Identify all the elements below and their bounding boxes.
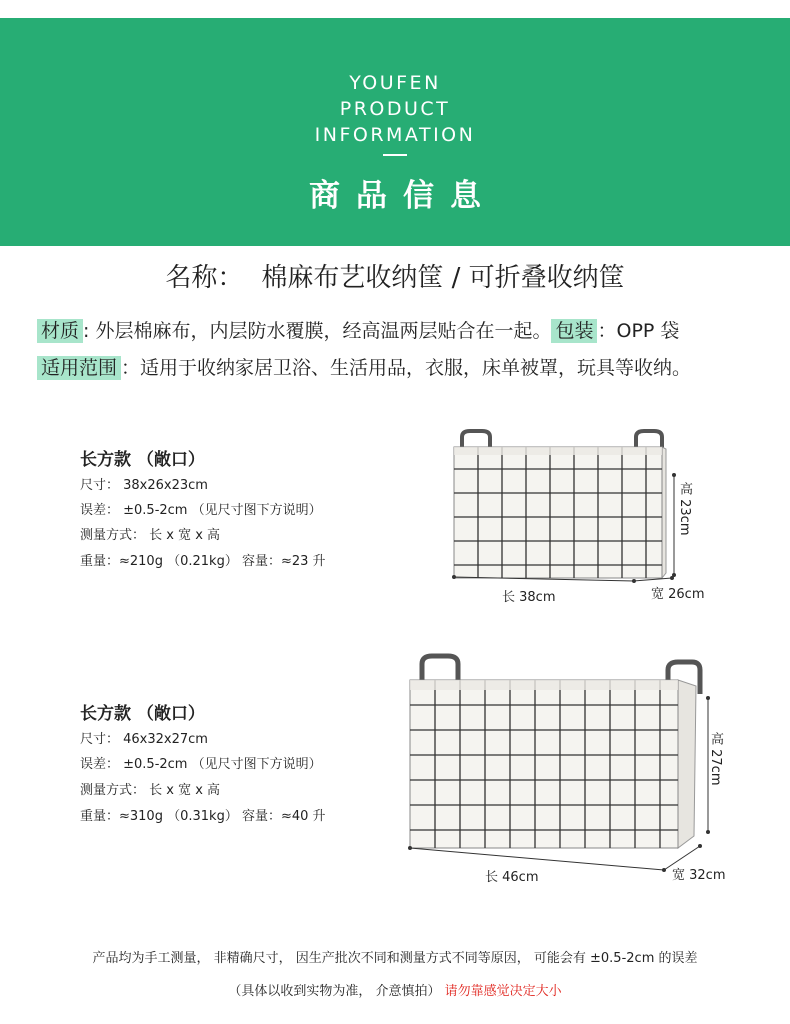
usage-text: ：适用于收纳家居卫浴、生活用品，衣服，床单被罩，玩具等收纳。 [121, 357, 692, 379]
spec-title: 长方款 （敞口） [80, 450, 205, 470]
spec-size: 尺寸： 46x32x27cm [80, 732, 208, 747]
dim-width-1: 宽 26cm [651, 587, 705, 602]
spec-tolerance: 误差： ±0.5-2cm （见尺寸图下方说明） [80, 757, 322, 772]
footer-disclaimer: 产品均为手工测量， 非精确尺寸， 因生产批次不同和测量方式不同等原因， 可能会有 ±0.5-2cm 的误差 [92, 951, 698, 966]
product-name [0, 258, 790, 298]
banner-line-information: INFORMATION [314, 124, 476, 146]
usage-tag: 适用范围 [37, 356, 121, 380]
dim-height-2: 高 27cm [708, 732, 723, 786]
dim-length-2: 长 46cm [485, 870, 539, 885]
banner-line-product: PRODUCT [339, 98, 451, 120]
dim-height-1: 高 23cm [677, 482, 692, 536]
packaging-text: ：OPP 袋 [597, 320, 680, 342]
footer-note-text: （具体以收到实物为准， 介意慎拍） [228, 984, 441, 999]
spec-tolerance: 误差： ±0.5-2cm （见尺寸图下方说明） [80, 503, 322, 518]
dim-width-2: 宽 32cm [672, 868, 726, 883]
usage-line [37, 353, 691, 383]
product-name-label: 名称： [165, 263, 244, 293]
spec-size: 尺寸： 38x26x23cm [80, 478, 208, 493]
info-banner [0, 18, 790, 246]
packaging-tag: 包装 [551, 319, 597, 343]
spec-weight: 重量：≈210g （0.21kg） 容量：≈23 升 [80, 554, 326, 569]
material-line [37, 316, 679, 346]
spec-method: 测量方式： 长 x 宽 x 高 [80, 783, 221, 798]
footer-note [0, 980, 790, 999]
banner-title: 商品信息 [309, 178, 497, 214]
basket-image-large [400, 650, 720, 885]
banner-divider [383, 154, 407, 156]
footer-warning: 请勿靠感觉决定大小 [444, 984, 562, 999]
banner-line-youfen: YOUFEN [349, 72, 441, 94]
spec-title: 长方款 （敞口） [80, 704, 205, 724]
dim-length-1: 长 38cm [502, 590, 556, 605]
spec-method: 测量方式： 长 x 宽 x 高 [80, 528, 221, 543]
material-text: : 外层棉麻布，内层防水覆膜，经高温两层贴合在一起。 [83, 320, 552, 342]
material-tag: 材质 [37, 319, 83, 343]
spec-weight: 重量：≈310g （0.31kg） 容量：≈40 升 [80, 809, 326, 824]
product-name-value: 棉麻布艺收纳筐 / 可折叠收纳筐 [261, 263, 625, 293]
